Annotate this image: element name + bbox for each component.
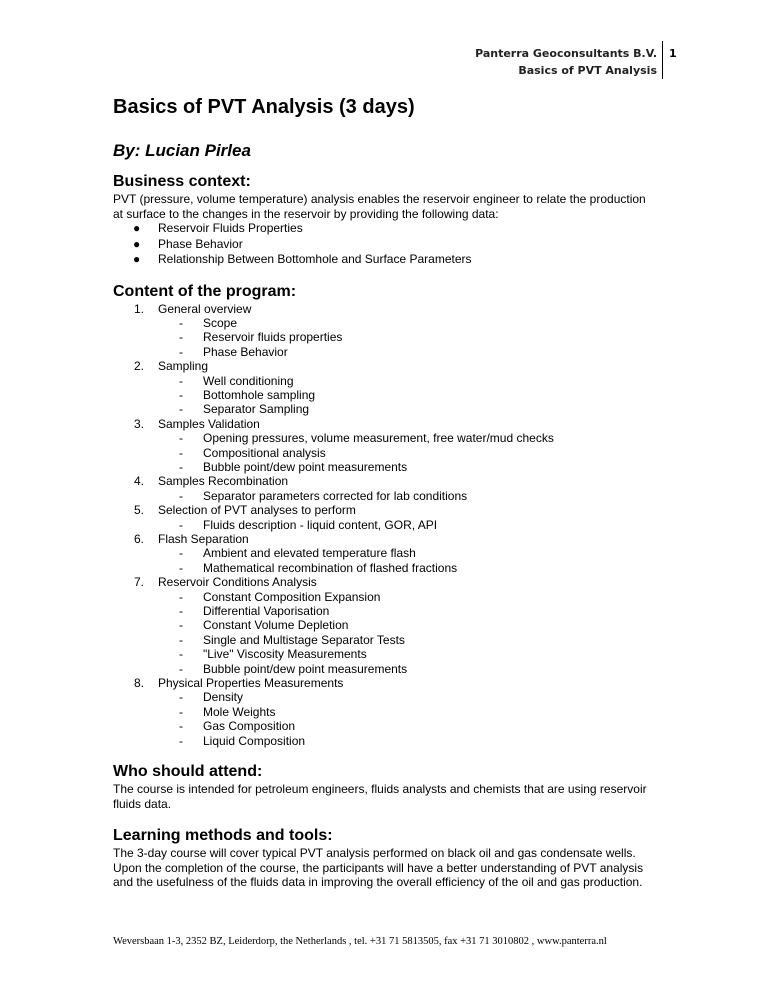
program-sub-item: - "Live" Viscosity Measurements [179, 647, 367, 662]
dash-icon: - [179, 560, 183, 575]
page-number: 1 [669, 47, 677, 60]
program-item-number: 6. [134, 532, 145, 546]
document-title: Basics of PVT Analysis (3 days) [113, 96, 415, 118]
header-company: Panterra Geoconsultants B.V. [475, 47, 657, 60]
list-item: ● Phase Behavior [133, 236, 243, 251]
dash-icon: - [179, 618, 183, 633]
program-sub-item: - Opening pressures, volume measurement, free water/mud checks [179, 431, 554, 446]
dash-icon: - [179, 604, 183, 619]
business-heading: Business context: [113, 173, 251, 190]
program-sub-item: - Gas Composition [179, 719, 296, 734]
program-sub-list [158, 690, 653, 748]
learning-text-2: Upon the completion of the course, the participants will have a better understanding of PVT analysis and the usefulness of the fluids data in improving the overall efficiency of the oil and gas production. [113, 860, 644, 890]
attend-heading: Who should attend: [113, 763, 263, 781]
program-sub-item: - Fluids description - liquid content, GOR, API [179, 517, 438, 532]
business-bullets [113, 221, 653, 268]
learning-heading: Learning methods and tools: [113, 827, 333, 845]
program-sub-item: - Phase Behavior [179, 344, 288, 359]
program-item-label: Samples Recombination [158, 474, 289, 489]
dash-icon: - [179, 690, 183, 705]
list-item: ● Reservoir Fluids Properties [133, 221, 303, 235]
program-sub-item: - Reservoir fluids properties [179, 330, 343, 345]
program-sub-item: - Mathematical recombination of flashed fractions [179, 560, 458, 575]
dash-icon: - [179, 373, 183, 388]
program-sub-list [158, 489, 653, 503]
business-text: PVT (pressure, volume temperature) analysis enables the reservoir engineer to relate the production at surface to the changes in the reservoir by providing the following data: [113, 192, 646, 221]
dash-icon: - [179, 632, 183, 647]
program-sub-item: - Constant Volume Depletion [179, 618, 349, 633]
program-item [113, 575, 653, 676]
program-list [113, 302, 653, 749]
program-sub-list [158, 374, 653, 417]
dash-icon: - [179, 517, 183, 532]
bullet-icon: ● [133, 221, 141, 235]
page-header [475, 45, 657, 79]
program-sub-item: - Constant Composition Expansion [179, 589, 381, 604]
header-divider [662, 41, 663, 79]
program-sub-item: - Well conditioning [179, 373, 294, 388]
dash-icon: - [179, 733, 183, 748]
program-item-label: Reservoir Conditions Analysis [158, 575, 317, 590]
dash-icon: - [179, 589, 183, 604]
dash-icon: - [179, 330, 183, 345]
dash-icon: - [179, 704, 183, 719]
dash-icon: - [179, 546, 183, 561]
program-item-number: 3. [134, 416, 145, 431]
program-item [113, 417, 653, 475]
program-sub-list [158, 431, 653, 474]
list-item: ● Relationship Between Bottomhole and Surface Parameters [133, 252, 472, 266]
dash-icon: - [179, 402, 183, 417]
program-sub-list [158, 316, 653, 359]
program-item-label: Sampling [158, 359, 209, 374]
program-sub-item: - Bubble point/dew point measurements [179, 459, 408, 474]
program-item-number: 8. [134, 676, 145, 691]
program-heading: Content of the program: [113, 282, 297, 300]
page-footer: Weversbaan 1-3, 2352 BZ, Leiderdorp, the Netherlands , tel. +31 71 5813505, fax +31 71 3010802 , www.panterra.nl [113, 936, 607, 947]
program-sub-list [158, 546, 653, 575]
dash-icon: - [179, 445, 183, 460]
program-item-label: Physical Properties Measurements [158, 676, 344, 691]
program-sub-item: - Liquid Composition [179, 733, 306, 748]
program-sub-item: - Single and Multistage Separator Tests [179, 632, 405, 647]
dash-icon: - [179, 661, 183, 676]
program-item-number: 5. [134, 503, 145, 518]
program-sub-item: - Bottomhole sampling [179, 387, 316, 402]
program-item-label: Samples Validation [158, 416, 260, 431]
program-item [113, 532, 653, 575]
program-sub-item: - Scope [179, 315, 238, 330]
program-item-label: Flash Separation [158, 532, 249, 546]
program-sub-list [158, 590, 653, 676]
program-item [113, 503, 653, 532]
program-item [113, 302, 653, 360]
bullet-icon: ● [133, 252, 141, 266]
dash-icon: - [179, 488, 183, 503]
dash-icon: - [179, 431, 183, 446]
program-item-number: 7. [134, 575, 145, 590]
dash-icon: - [179, 719, 183, 734]
dash-icon: - [179, 344, 183, 359]
dash-icon: - [179, 647, 183, 662]
program-item [113, 676, 653, 748]
dash-icon: - [179, 387, 183, 402]
program-item-label: Selection of PVT analyses to perform [158, 503, 356, 518]
learning-text-1: The 3-day course will cover typical PVT analysis performed on black oil and gas condensate wells. [113, 846, 636, 861]
document-body [113, 94, 653, 890]
program-item-number: 1. [134, 301, 145, 316]
program-sub-item: - Separator parameters corrected for lab conditions [179, 488, 468, 503]
program-sub-list [158, 518, 653, 532]
program-item [113, 359, 653, 417]
program-sub-item: - Bubble point/dew point measurements [179, 661, 408, 676]
bullet-icon: ● [133, 236, 141, 251]
program-sub-item: - Differential Vaporisation [179, 604, 330, 619]
program-item-number: 4. [134, 474, 145, 489]
attend-text: The course is intended for petroleum engineers, fluids analysts and chemists that are using reservoir fluids data. [113, 782, 647, 811]
program-item-number: 2. [134, 359, 145, 374]
dash-icon: - [179, 315, 183, 330]
program-sub-item: - Ambient and elevated temperature flash [179, 546, 416, 561]
program-sub-item: - Mole Weights [179, 704, 276, 719]
program-sub-item: - Density [179, 690, 244, 705]
header-doc-title: Basics of PVT Analysis [518, 64, 657, 77]
program-item-label: General overview [158, 301, 252, 316]
author-line: By: Lucian Pirlea [113, 141, 251, 160]
program-item [113, 474, 653, 503]
dash-icon: - [179, 459, 183, 474]
program-sub-item: - Separator Sampling [179, 402, 310, 417]
program-sub-item: - Compositional analysis [179, 445, 326, 460]
